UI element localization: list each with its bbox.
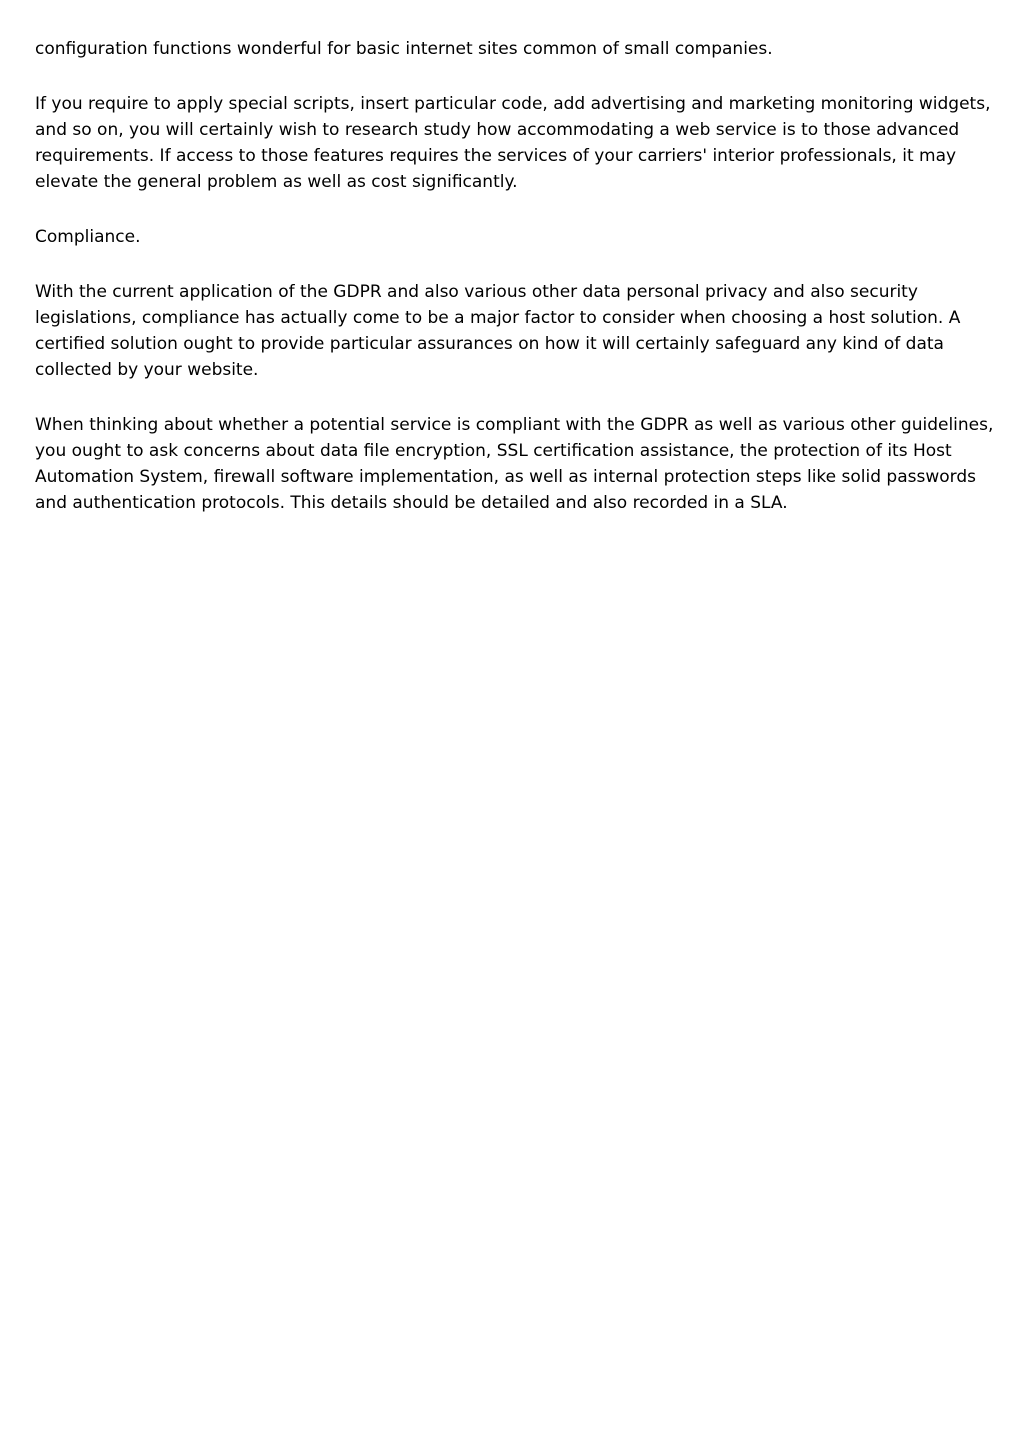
paragraph-intro: configuration functions wonderful for basic internet sites common of small companies. [35, 39, 773, 59]
paragraph-guidelines: When thinking about whether a potential service is compliant with the GDPR as well as various other guidelines, you ought to ask concerns about data file encryption, SSL certification assistance, the protection of its Host Automation System, firewall software implementation, as well as internal protection steps like solid passwords and authentication protocols. This details should be detailed and also recorded in a SLA. [35, 415, 994, 513]
paragraph-scripts: If you require to apply special scripts, insert particular code, add advertising and marketing monitoring widgets, and so on, you will certainly wish to research study how accommodating a web service is to those advanced requirements. If access to those features requires the services of your carriers' interior professionals, it may elevate the general problem as well as cost significantly. [35, 94, 991, 192]
document-page [35, 36, 995, 545]
section-heading-compliance: Compliance. [35, 227, 141, 247]
paragraph-gdpr: With the current application of the GDPR and also various other data personal privacy and also security legislations, compliance has actually come to be a major factor to consider when choosing a host solution. A certified solution ought to provide particular assurances on how it will certainly safeguard any kind of data collected by your website. [35, 282, 961, 380]
